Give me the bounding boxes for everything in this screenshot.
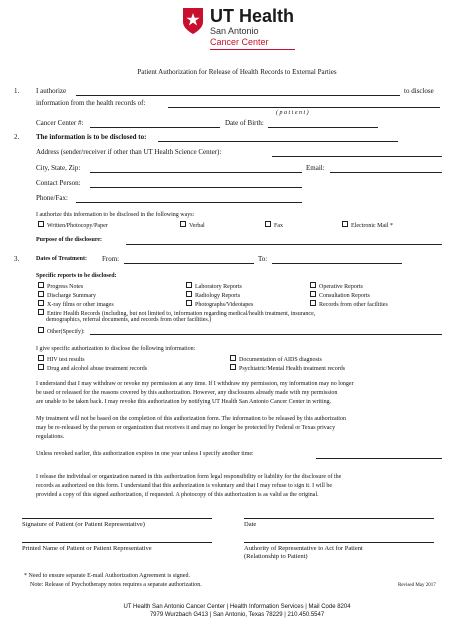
report-laboratory[interactable]: Laboratory Reports (186, 282, 242, 291)
checkbox-icon (310, 300, 316, 306)
brand-sub: San Antonio (210, 26, 259, 36)
email-field[interactable] (330, 172, 442, 173)
recipient-field[interactable] (158, 141, 398, 142)
from-date-field[interactable] (124, 263, 254, 264)
date-label: Date (244, 521, 257, 528)
withdraw-paragraph-line-2: be used or released for the reasons covered by this authorization. However, any disclosures already made with my permission (36, 390, 338, 396)
signature-date-field[interactable] (244, 518, 434, 519)
checkbox-icon (38, 355, 44, 361)
dates-label: Dates of Treatment: (36, 256, 87, 262)
ways-label: I authorize this information to be disclosed in the following ways: (36, 212, 195, 218)
checkbox-icon (230, 355, 236, 361)
way-fax-option[interactable]: Fax (265, 221, 283, 230)
withdraw-paragraph-line-1: I understand that I may withdraw or revoke my permission at any time. If I withdraw my permission, my information may no longer (36, 381, 354, 387)
checkbox-icon (38, 221, 44, 227)
checkbox-icon (38, 309, 44, 315)
checkbox-icon (186, 291, 192, 297)
report-operative[interactable]: Operative Reports (310, 282, 363, 291)
section-1-number: 1. (14, 87, 20, 95)
footer-line-1: UT Health San Antonio Cancer Center | Health Information Services | Mail Code 8204 (123, 604, 351, 610)
release-paragraph-line-1: I release the individual or organization named in this authorization form legal responsibility or liability for the disclosure of the (36, 474, 342, 480)
printed-name-label: Printed Name of Patient or Patient Representative (22, 545, 152, 552)
to-date-field[interactable] (272, 263, 402, 264)
checkbox-icon (38, 282, 44, 288)
release-paragraph-line-2: records as authorized on this form. I understand that this authorization is voluntary and that I may refuse to sign it. I will be (36, 483, 333, 489)
report-other[interactable]: Other(Specify): (38, 327, 85, 336)
cancer-center-number-label: Cancer Center #: (36, 119, 84, 127)
brand-unit: Cancer Center (210, 37, 269, 47)
specific-psychiatric[interactable]: Psychiatric/Mental Health treatment records (230, 364, 345, 373)
expiration-field[interactable] (316, 458, 442, 459)
dob-field[interactable] (268, 127, 378, 128)
brand-name: UT Health (210, 6, 295, 26)
patient-name-field[interactable] (168, 107, 440, 108)
contact-field[interactable] (90, 187, 302, 188)
way-verbal-option[interactable]: Verbal (180, 221, 205, 230)
to-label: To: (258, 255, 268, 263)
report-entire-records[interactable]: Entire Health Records (including, but not limited to, information regarding medical/health treatment, insurance, (38, 309, 315, 318)
specific-aids[interactable]: Documentation of AIDS diagnosis (230, 355, 322, 364)
to-disclose-label: to disclose (404, 87, 434, 95)
treatment-paragraph-line-3: regulations. (36, 434, 65, 440)
section-3-number: 3. (14, 255, 20, 263)
email-label: Email: (306, 164, 325, 172)
phone-field[interactable] (76, 202, 302, 203)
way-email-option[interactable]: Electronic Mail * (342, 221, 393, 230)
ut-health-logo-icon (180, 7, 206, 35)
email-agreement-note: * Need to ensure separate E-mail Authorization Agreement is signed. (24, 573, 190, 579)
checkbox-icon (265, 221, 271, 227)
specific-auth-label: I give specific authorization to disclose the following information: (36, 346, 196, 352)
purpose-field[interactable] (126, 244, 442, 245)
way-written-option[interactable]: Written/Photocopy/Paper (38, 221, 108, 230)
specific-hiv[interactable]: HIV test results (38, 355, 85, 364)
purpose-label: Purpose of the disclosure: (36, 237, 103, 243)
report-radiology[interactable]: Radiology Reports (186, 291, 240, 300)
report-consultation[interactable]: Consultation Reports (310, 291, 370, 300)
checkbox-icon (38, 327, 44, 333)
phone-label: Phone/Fax: (36, 194, 68, 202)
reports-title: Specific reports to be disclosed: (36, 273, 117, 279)
address-field[interactable] (272, 156, 442, 157)
release-paragraph-line-3: provided a copy of this signed authorization, if requested. A photocopy of this authorization is as valid as the original. (36, 492, 319, 498)
entire-records-continuation: demographics, referral documents, and records from other facilities.) (46, 317, 212, 323)
printed-name-field[interactable] (22, 542, 212, 543)
cancer-center-number-field[interactable] (90, 127, 220, 128)
checkbox-icon (230, 364, 236, 370)
revised-date: Revised May 2017 (398, 583, 436, 588)
section-2-number: 2. (14, 133, 20, 141)
disclosed-to-label: The information is to be disclosed to: (36, 133, 147, 141)
report-discharge-summary[interactable]: Discharge Summary (38, 291, 96, 300)
checkbox-icon (38, 291, 44, 297)
checkbox-icon (38, 364, 44, 370)
dob-label: Date of Birth: (225, 119, 264, 127)
expires-label: Unless revoked earlier, this authorization expires in one year unless I specify another time: (36, 451, 254, 457)
info-from-label: information from the health records of: (36, 99, 146, 107)
patient-caption: ( p a t i e n t ) (276, 110, 309, 116)
city-label: City, State, Zip: (36, 164, 81, 172)
brand-rule (210, 49, 295, 50)
contact-label: Contact Person: (36, 179, 81, 187)
checkbox-icon (186, 300, 192, 306)
signature-field[interactable] (22, 518, 212, 519)
checkbox-icon (342, 221, 348, 227)
checkbox-icon (186, 282, 192, 288)
checkbox-icon (180, 221, 186, 227)
report-xray[interactable]: X-ray films or other images (38, 300, 114, 309)
signature-label: Signature of Patient (or Patient Representative) (22, 521, 145, 528)
withdraw-paragraph-line-3: are unable to be taken back. I may revoke this authorization by notifying UT Health San Antonio Cancer Center in writing. (36, 399, 332, 405)
report-progress-notes[interactable]: Progress Notes (38, 282, 83, 291)
psychotherapy-note: Note: Release of Psychotherapy notes requires a separate authorization. (30, 582, 202, 588)
checkbox-icon (38, 300, 44, 306)
form-title: Patient Authorization for Release of Health Records to External Parties (137, 68, 337, 76)
specific-drug-alcohol[interactable]: Drug and alcohol abuse treatment records (38, 364, 147, 373)
city-field[interactable] (90, 172, 302, 173)
address-label: Address (sender/receiver if other than UT Health Science Center): (36, 148, 222, 156)
checkbox-icon (310, 291, 316, 297)
i-authorize-label: I authorize (36, 87, 67, 95)
authority-field[interactable] (244, 542, 434, 543)
other-specify-field[interactable] (90, 334, 442, 335)
from-label: From: (102, 255, 120, 263)
report-photographs[interactable]: Photographs/Videotapes (186, 300, 253, 309)
treatment-paragraph-line-1: My treatment will not be based on the completion of this authorization form. The information to be released by this authorization (36, 416, 346, 422)
authority-label: Authority of Representative to Act for Patient (244, 545, 363, 552)
brand-block (210, 6, 294, 47)
authorize-party-field[interactable] (76, 95, 400, 96)
checkbox-icon (310, 282, 316, 288)
treatment-paragraph-line-2: may be re-released by the person or organization that receives it and may no longer be protected by Federal or Texas privacy (36, 425, 336, 431)
report-other-facilities[interactable]: Records from other facilities (310, 300, 388, 309)
relationship-label: (Relationship to Patient) (244, 553, 308, 560)
footer-line-2: 7979 Wurzbach G413 | San Antonio, Texas 78229 | 210.450.5547 (149, 612, 325, 618)
